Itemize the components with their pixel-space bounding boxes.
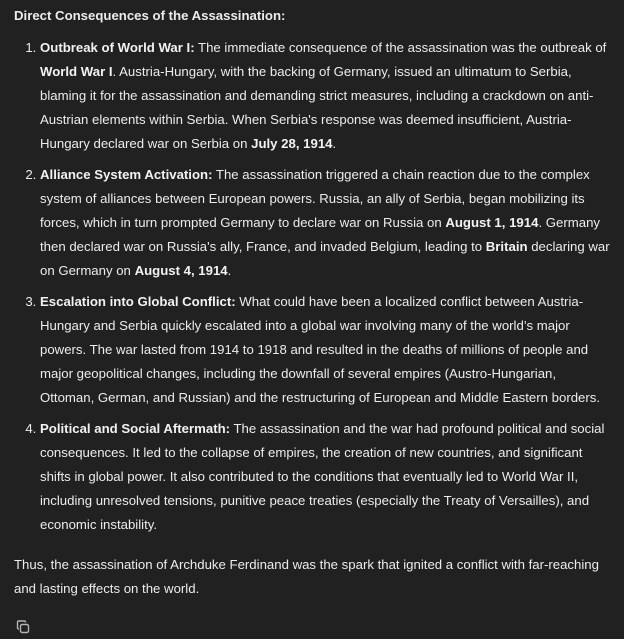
list-item (40, 290, 610, 410)
body-text: . Austria-Hungary, with the backing of Germany, issued an ultimatum to Serbia, blaming it for the assassination and demanding strict measures, including a crackdown on anti-Austrian elements within Serbia. When Serbia's response was deemed insufficient, Austria-Hungary declared war on Serbia on (40, 64, 594, 151)
body-text: The immediate consequence of the assassination was the outbreak of (194, 40, 607, 55)
body-text: . (227, 263, 232, 278)
bold-text: Britain (485, 239, 528, 254)
bold-text: August 4, 1914 (134, 263, 228, 278)
bold-text: August 1, 1914 (445, 215, 539, 230)
body-text: What could have been a localized conflict between Austria-Hungary and Serbia quickly escalated into a global war involving many of the world’s major powers. The war lasted from 1914 to 1918 and resulted in the deaths of millions of people and major geopolitical changes, including the downfall of several empires (Austro-Hungarian, Ottoman, German, and Russian) and the restructuring of European and Middle Eastern borders. (40, 294, 601, 405)
bold-text: July 28, 1914 (251, 136, 333, 151)
list-item (40, 163, 610, 283)
body-text: The assassination triggered a chain reaction due to the complex system of alliances between European powers. Russia, an ally of Serbia, began mobilizing its forces, which in turn prompted Germany to declare war on Russia on (40, 167, 590, 230)
message-toolbar (14, 617, 610, 637)
bold-text: Outbreak of World War I: (40, 40, 195, 55)
list-item (40, 36, 610, 156)
copy-icon (15, 619, 31, 635)
list-item (40, 417, 610, 537)
body-text: The assassination and the war had profound political and social consequences. It led to the collapse of empires, the creation of new countries, and significant shifts in global power. It also contributed to the conditions that eventually led to World War II, including unresolved tensions, punitive peace treaties (especially the Treaty of Versailles), and economic instability. (40, 421, 605, 532)
bold-text: Political and Social Aftermath: (40, 421, 231, 436)
copy-button[interactable] (15, 619, 31, 635)
section-heading: Direct Consequences of the Assassination: (14, 8, 286, 23)
body-text: declaring war on Germany on (40, 239, 610, 278)
body-text: . Germany then declared war on Russia's ally, France, and invaded Belgium, leading to (40, 215, 600, 254)
consequences-list (14, 36, 610, 537)
bold-text: World War I (40, 64, 113, 79)
bold-text: Escalation into Global Conflict: (40, 294, 236, 309)
closing-paragraph: Thus, the assassination of Archduke Ferdinand was the spark that ignited a conflict with far-reaching and lasting effects on the world. (14, 557, 599, 596)
body-text: . (332, 136, 337, 151)
bold-text: Alliance System Activation: (40, 167, 213, 182)
